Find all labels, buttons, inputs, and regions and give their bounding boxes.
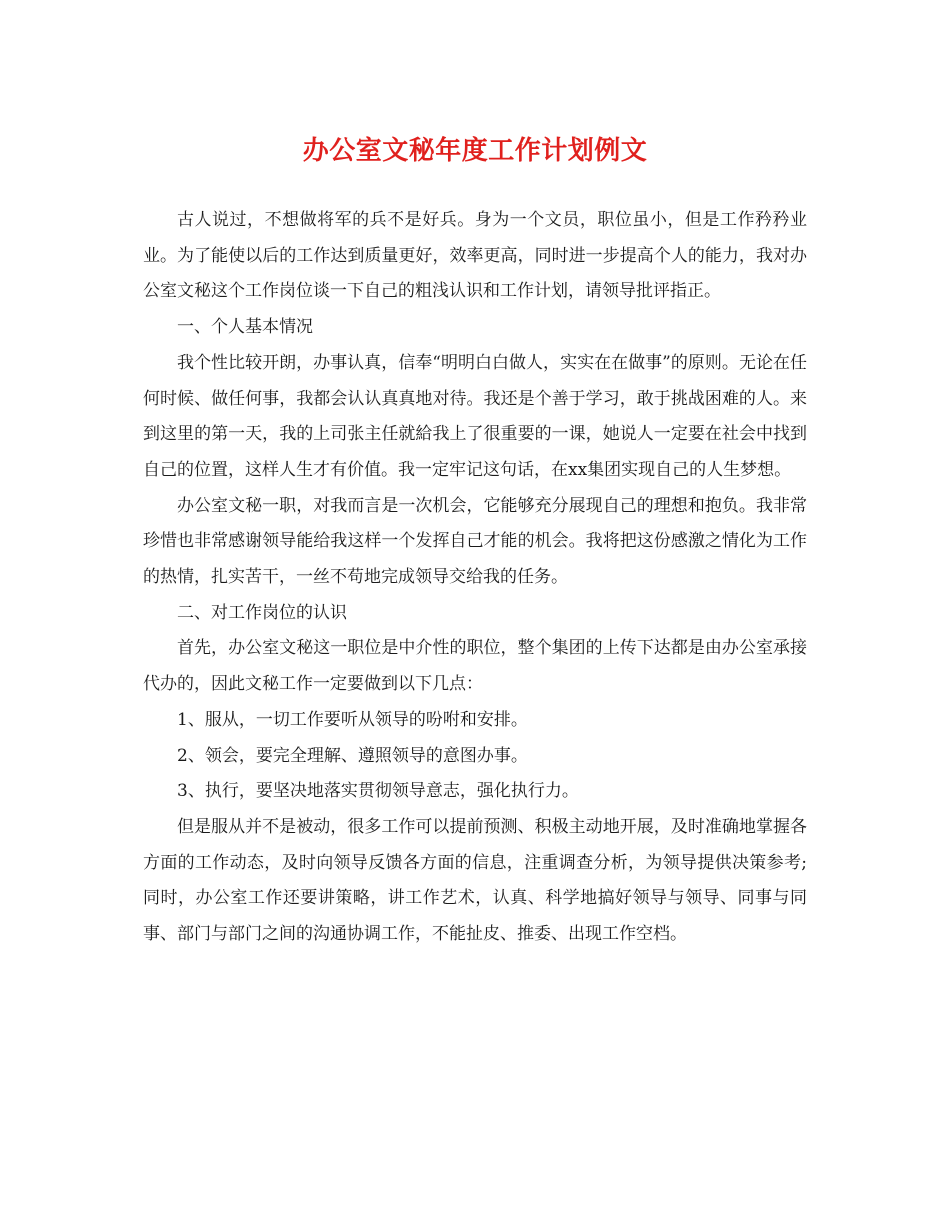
section-heading-personal-info: 一、个人基本情况 (177, 317, 313, 338)
paragraph-opportunity: 办公室文秘一职，对我而言是一次机会，它能够充分展现自己的理想和抱负。我非常珍惜也非常感谢领导能给我这样一个发挥自己才能的机会。我将把这份感激之情化为工作的热情，扎实苦干，一丝不苟地完成领导交给我的任务。 (143, 495, 807, 588)
paragraph-proactive: 但是服从并不是被动，很多工作可以提前预测、积极主动地开展，及时准确地掌握各方面的工作动态，及时向领导反馈各方面的信息，注重调查分析，为领导提供决策参考;同时，办公室工作还要讲策略，讲工作艺术，认真、科学地搞好领导与领导、同事与同事、部门与部门之间的沟通协调工作，不能扯皮、推委、出现工作空档。 (143, 816, 807, 945)
paragraph-personality: 我个性比较开朗，办事认真，信奉“明明白白做人，实实在在做事”的原则。无论在任何时候、做任何事，我都会认认真真地对待。我还是个善于学习，敢于挑战困难的人。来到这里的第一天，我的上司张主任就給我上了很重要的一课，她说人一定要在社会中找到自己的位置，这样人生才有价值。我一定牢记这句话，在xx集团实现自己的人生梦想。 (143, 352, 807, 480)
list-item-understand: 2、领会，要完全理解、遵照领导的意图办事。 (177, 745, 528, 766)
section-heading-job-understanding: 二、对工作岗位的认识 (177, 602, 347, 623)
list-item-obey: 1、服从，一切工作要听从领导的吩咐和安排。 (177, 709, 528, 730)
document-title: 办公室文秘年度工作计划例文 (302, 136, 648, 166)
list-item-execute: 3、执行，要坚决地落实贯彻领导意志，强化执行力。 (177, 781, 579, 802)
paragraph-intro: 古人说过，不想做将军的兵不是好兵。身为一个文员，职位虽小，但是工作矜矜业业。为了能使以后的工作达到质量更好，效率更高，同时进一步提高个人的能力，我对办公室文秘这个工作岗位谈一下自己的粗浅认识和工作计划，请领导批评指正。 (143, 210, 807, 302)
document-body (143, 203, 807, 953)
paragraph-intermediary-role: 首先，办公室文秘这一职位是中介性的职位，整个集团的上传下达都是由办公室承接代办的，因此文秘工作一定要做到以下几点： (143, 638, 807, 695)
